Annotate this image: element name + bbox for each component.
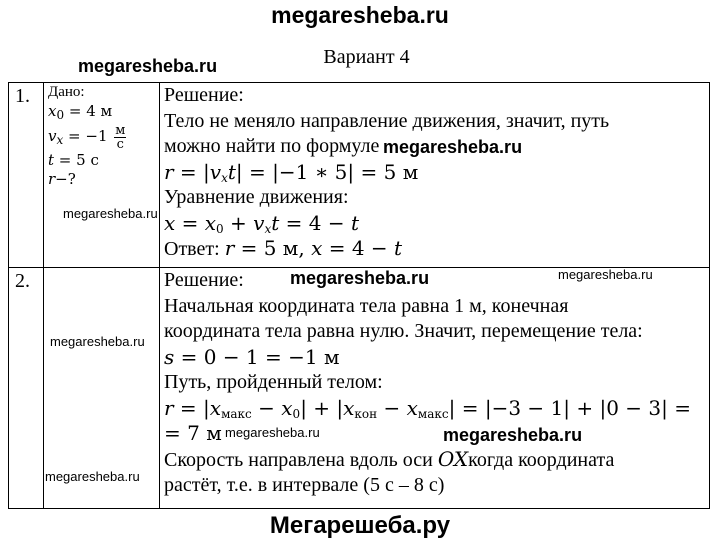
problem-row-1 bbox=[9, 83, 710, 268]
motion-equation: $x = x_0 + v_xt = 4 - t$ bbox=[164, 210, 360, 236]
given-r: r−? bbox=[48, 170, 76, 188]
watermark: megaresheba.ru bbox=[383, 137, 523, 157]
velocity-line: Скорость направлена вдоль оси OXкогда координата bbox=[164, 446, 615, 471]
watermark: megaresheba.ru bbox=[443, 425, 583, 445]
given-x0: $x_0 = 4$ м bbox=[48, 102, 113, 122]
path-heading: Путь, пройденный телом: bbox=[164, 371, 383, 393]
path-formula: $r = |v_xt| = |-1$ ∗ 5| = 5 м bbox=[164, 159, 419, 185]
watermark: megaresheba.ru bbox=[290, 268, 430, 288]
solution-text-line: координата тела равна нулю. Значит, перемещение тела: bbox=[164, 320, 643, 342]
variant-title: Вариант 4 bbox=[323, 46, 410, 68]
answer-line: Ответ: r = 5 м, x = 4 − t bbox=[164, 236, 403, 260]
watermark: megaresheba.ru bbox=[45, 469, 140, 484]
solution-cell bbox=[160, 83, 710, 268]
solution-heading: Решение: bbox=[164, 269, 244, 291]
solution-text-line: можно найти по формуле bbox=[164, 135, 380, 157]
solution-table bbox=[8, 82, 710, 509]
watermark: megaresheba.ru bbox=[558, 267, 653, 282]
path-result: = 7 м bbox=[164, 421, 222, 445]
solution-heading: Решение: bbox=[164, 84, 244, 106]
solution-cell bbox=[160, 268, 710, 509]
given-vx: $v_x = -1$ $\frac{м}{с}$ bbox=[48, 122, 126, 152]
site-title-bottom: Мегарешеба.ру bbox=[269, 512, 451, 539]
velocity-unit-fraction: $\frac{м}{с}$ bbox=[115, 122, 126, 152]
watermark: megaresheba.ru bbox=[63, 206, 158, 221]
watermark: megaresheba.ru bbox=[225, 425, 320, 440]
path-formula: $r = |x_{макс} - x_0| + |x_{кон} - x_{макс}| = |-3 - 1| + |0 - 3|$ = bbox=[164, 395, 691, 421]
solution-text-line: Начальная координата тела равна 1 м, конечная bbox=[164, 294, 569, 317]
watermark: megaresheba.ru bbox=[78, 56, 218, 76]
watermark: megaresheba.ru bbox=[50, 334, 145, 349]
solution-text-line: Тело не меняло направление движения, значит, путь bbox=[164, 109, 610, 132]
velocity-line-2: растёт, т.е. в интервале (5 с – 8 с) bbox=[164, 474, 445, 496]
problem-number: 2. bbox=[9, 268, 44, 509]
given-t: t = 5 с bbox=[48, 151, 99, 169]
given-cell bbox=[44, 83, 160, 268]
given-title: Дано: bbox=[48, 84, 85, 100]
site-title-top: megaresheba.ru bbox=[271, 2, 449, 28]
displacement-formula: s = 0 − 1 = −1 м bbox=[164, 344, 340, 369]
problem-number: 1. bbox=[9, 83, 44, 268]
motion-heading: Уравнение движения: bbox=[164, 186, 349, 208]
